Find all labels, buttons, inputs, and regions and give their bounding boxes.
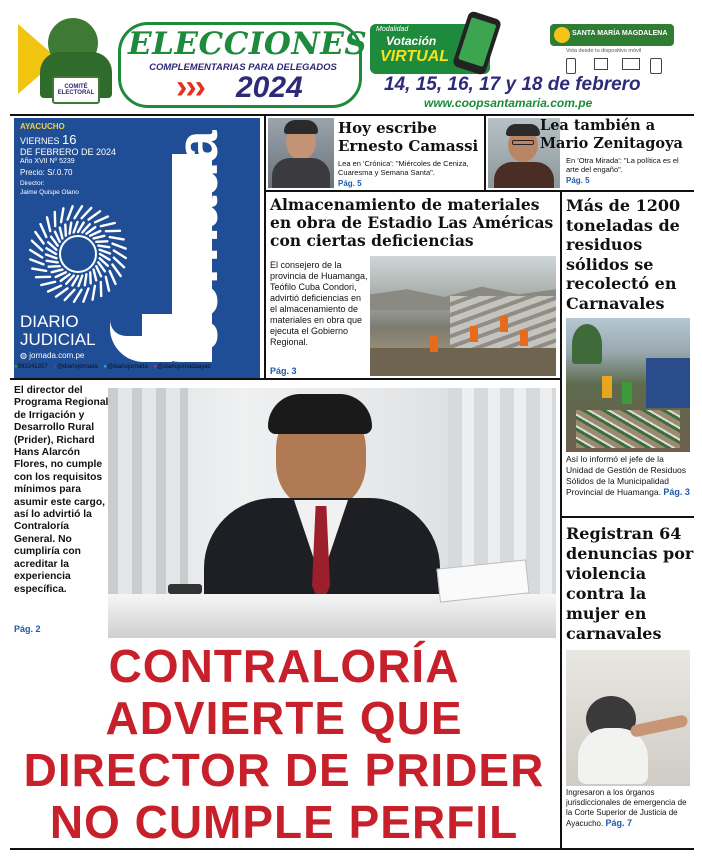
violence-body xyxy=(566,788,692,829)
main-page[interactable]: Pág. 2 xyxy=(14,624,41,634)
day-number: 16 xyxy=(62,132,77,147)
camassi-photo xyxy=(268,118,334,188)
director-photo xyxy=(108,388,556,638)
banner-year: 2024 xyxy=(236,71,303,104)
waste-body-text: Así lo informó el jefe de la Unidad de Gestión de Residuos Sólidos de la Municipalidad Provincial de Huamanga. xyxy=(566,454,687,497)
modalidad-label: Modalidad xyxy=(376,26,409,33)
teaser-right-headline-2[interactable]: Mario Zenitagoya xyxy=(540,135,683,152)
director-name: Jaime Quispe Olano xyxy=(20,189,79,196)
brand-vertical: Jornada xyxy=(165,131,230,350)
top-rule xyxy=(10,114,694,116)
masthead-price: Precio: S/.0.70 xyxy=(20,168,73,177)
phone-icon xyxy=(452,10,502,76)
banner-title: ELECCIONES xyxy=(128,26,368,62)
teaser-right-headline-1[interactable]: Lea también a xyxy=(540,117,656,134)
violence-body-text: Ingresaron a los órganos jurisdiccionales de emergencia de la Corte Superior de Justicia de Ayacucho. xyxy=(566,788,687,828)
violence-photo xyxy=(566,650,690,786)
teaser-left-headline-1[interactable]: Hoy escribe xyxy=(338,119,437,137)
masthead-city: AYACUCHO xyxy=(20,122,65,131)
device-icons xyxy=(566,56,666,74)
violence-page[interactable]: Pág. 7 xyxy=(605,818,632,828)
masthead-issue: Año XVII Nº 5239 xyxy=(20,158,75,165)
committee-label: COMITÉ ELECTORAL xyxy=(57,84,95,96)
waste-headline[interactable]: Más de 1200 toneladas de residuos sólidos se recolectó en Carnavales xyxy=(566,196,681,313)
banner-dates: 14, 15, 16, 17 y 18 de febrero xyxy=(384,74,641,95)
social-strip xyxy=(14,364,260,376)
teaser-rule xyxy=(264,190,694,192)
main-headline-line-1: CONTRALORÍA xyxy=(108,640,460,692)
sunburst-logo-icon xyxy=(26,202,130,306)
diario-label: DIARIO xyxy=(20,312,79,331)
waste-body xyxy=(566,454,692,498)
main-headline-line-2: ADVIERTE QUE xyxy=(105,692,463,744)
waste-page[interactable]: Pág. 3 xyxy=(663,487,690,497)
banner-arrows: ››› xyxy=(176,68,204,106)
facebook-handle[interactable]: @diariojornada xyxy=(56,364,98,370)
main-headline-line-3: DIRECTOR DE PRIDER xyxy=(23,744,545,796)
stadium-photo xyxy=(370,256,556,376)
banner-subtitle: COMPLEMENTARIAS PARA DELEGADOS xyxy=(149,62,337,73)
coop-logo xyxy=(550,24,674,46)
twitter-icon: ● xyxy=(103,364,108,370)
director-label: Director: xyxy=(20,180,45,187)
weekday-text: VIERNES xyxy=(20,136,60,146)
web-text: jornada.com.pe xyxy=(29,351,85,360)
teaser-left-headline-2[interactable]: Ernesto Camassi xyxy=(338,137,479,155)
stadium-body: El consejero de la provincia de Huamanga, Teófilo Cuba Condori, advirtió deficiencias en el almacenamiento de materiales en obra que ejecuta el Gobierno Regional. xyxy=(270,260,368,347)
violence-headline[interactable]: Registran 64 denuncias por violencia contra la mujer en carnavales xyxy=(566,524,694,643)
column-rule-2 xyxy=(484,116,486,191)
middle-rule xyxy=(10,378,562,380)
waste-photo xyxy=(566,318,690,452)
right-rule xyxy=(562,516,694,518)
teaser-right-page[interactable]: Pág. 5 xyxy=(566,176,590,185)
masthead-weekday xyxy=(20,132,77,147)
masthead xyxy=(14,118,260,380)
main-intro: El director del Programa Regional de Irrigación y Desarrollo Rural (Prider), Richard Hans Alarcón Flores, no cumple con los requisitos mínimos para asumir este cargo, así lo advirtió la Contraloría General. No cumpliría con acreditar la experiencia específica. xyxy=(14,385,109,595)
main-headline-line-4: NO CUMPLE PERFIL xyxy=(49,796,519,848)
globe-icon: ◍ xyxy=(20,351,27,360)
stadium-page[interactable]: Pág. 3 xyxy=(270,366,297,376)
web-link[interactable] xyxy=(20,351,84,360)
banner-url[interactable]: www.coopsantamaria.com.pe xyxy=(424,96,593,110)
masthead-date: DE FEBRERO DE 2024 xyxy=(20,147,117,157)
twitter-handle[interactable]: @diariojornada xyxy=(107,364,148,370)
main-headline[interactable] xyxy=(10,640,558,848)
teaser-left-body: Lea en 'Crónica': "Miércoles de Ceniza, Cuaresma y Semana Santa". xyxy=(338,159,469,177)
instagram-handle[interactable]: @diariojornadaayac xyxy=(157,364,211,370)
column-rule-3 xyxy=(560,192,562,848)
column-rule-1 xyxy=(264,116,266,378)
whatsapp-icon: ● xyxy=(14,364,18,370)
votacion-label: Votación xyxy=(386,34,437,48)
facebook-icon: ● xyxy=(53,364,57,370)
virtual-label: VIRTUAL xyxy=(380,48,450,65)
teaser-left-page[interactable]: Pág. 5 xyxy=(338,179,362,188)
judicial-label: JUDICIAL xyxy=(20,330,96,349)
coop-name: SANTA MARÍA MAGDALENA xyxy=(572,30,668,37)
stadium-headline[interactable]: Almacenamiento de materiales en obra de Estadio Las Américas con ciertas deficiencias xyxy=(270,195,554,250)
bottom-rule xyxy=(10,848,694,850)
instagram-icon: ● xyxy=(153,364,158,370)
teaser-right-body: En 'Otra Mirada': "La política es el arte del engaño". xyxy=(566,156,679,174)
whatsapp-number[interactable]: 993241357 xyxy=(17,364,48,370)
desk xyxy=(108,594,556,638)
election-banner[interactable] xyxy=(0,0,702,112)
committee-graphic xyxy=(18,14,116,106)
coop-tagline: Vota desde tu dispositivo móvil xyxy=(566,48,642,54)
